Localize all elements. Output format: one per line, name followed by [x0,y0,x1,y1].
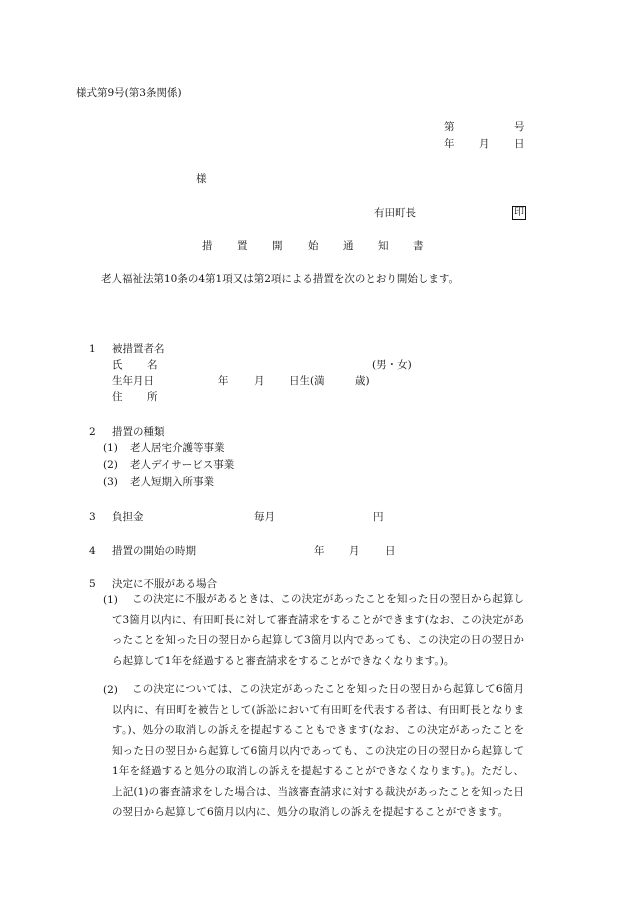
section-title: 負担金 [112,511,144,523]
addressee-suffix: 様 [196,173,207,185]
section-number: 5 [89,578,96,590]
list-item: 老人居宅介護等事業 [130,442,225,454]
name-label-1: 氏 [112,359,123,371]
birth-year: 年 [218,375,229,387]
section-number: 3 [89,511,96,523]
list-item-number: (3) [103,476,118,488]
appeal-paragraph: この決定については、この決定があったことを知った日の翌日から起算して6箇月以内に、有田町を被告として(訴訟において有田町を代表する者は、有田町長となります。)、処分の取消しの訴えを提起することもできます(なお、この決定があったことを知った日の翌日から起算して6箇月以内であっても、この決定の日の翌日から起算して1年を経過すると処分の取消しの訴えを提起することができなくなります。)。ただし、上記(1)の審査請求をした場合は、当該審査請求に対する裁決があったことを知った日の翌日から起算して6箇月以内に、処分の取消しの訴えを提起することができます。 [112,683,524,818]
list-item-number: (2) [103,684,118,696]
section-number: 4 [89,545,96,557]
list-item-number: (2) [103,459,118,471]
start-day: 日 [385,545,396,557]
section-title: 措置の種類 [112,426,165,438]
yen-label: 円 [373,511,384,523]
list-item-number: (1) [103,594,118,606]
list-item: 老人短期入所事業 [130,476,214,488]
address-label-2: 所 [147,391,158,403]
monthly-label: 毎月 [254,511,275,523]
date-day: 日 [514,138,525,150]
appeal-paragraph: この決定に不服があるときは、この決定があったことを知った日の翌日から起算して3箇月以内に、有田町長に対して審査請求をすることができます(なお、この決定があったことを知った日の翌日から起算して3箇月以内であっても、この決定の日の翌日から起算して1年を経過すると審査請求をすることができなくなります。)。 [112,593,524,667]
section-number: 2 [89,426,96,438]
form-label: 様式第9号(第3条関係) [76,87,182,99]
number-prefix: 第 [444,121,455,133]
doc-title-char: 知 [378,240,389,252]
gender-choice: (男・女) [372,359,412,371]
section-title: 決定に不服がある場合 [112,578,217,590]
doc-title-char: 開 [272,240,283,252]
seal-label: 印 [514,207,524,218]
seal-stamp [512,205,526,220]
issuer-title: 有田町長 [374,207,416,219]
section-title: 措置の開始の時期 [112,545,196,557]
doc-title-char: 置 [237,240,248,252]
intro-text: 老人福祉法第10条の4第1項又は第2項による措置を次のとおり開始します。 [101,273,460,285]
start-year: 年 [314,545,325,557]
birth-day: 日生(満 [289,375,325,387]
birth-age: 歳) [355,375,370,387]
list-item: 老人デイサービス事業 [130,459,235,471]
doc-title-char: 書 [413,240,424,252]
doc-title-char: 措 [202,240,213,252]
birth-month: 月 [254,375,265,387]
section-number: 1 [89,343,96,355]
birth-label: 生年月日 [112,375,154,387]
section-title: 被措置者名 [112,343,165,355]
number-suffix: 号 [514,121,525,133]
list-item-number: (1) [103,442,118,454]
doc-title-char: 通 [343,240,354,252]
name-label-2: 名 [147,359,158,371]
start-month: 月 [349,545,360,557]
doc-title-char: 始 [308,240,319,252]
date-year: 年 [444,138,455,150]
date-month: 月 [479,138,490,150]
address-label-1: 住 [112,391,123,403]
